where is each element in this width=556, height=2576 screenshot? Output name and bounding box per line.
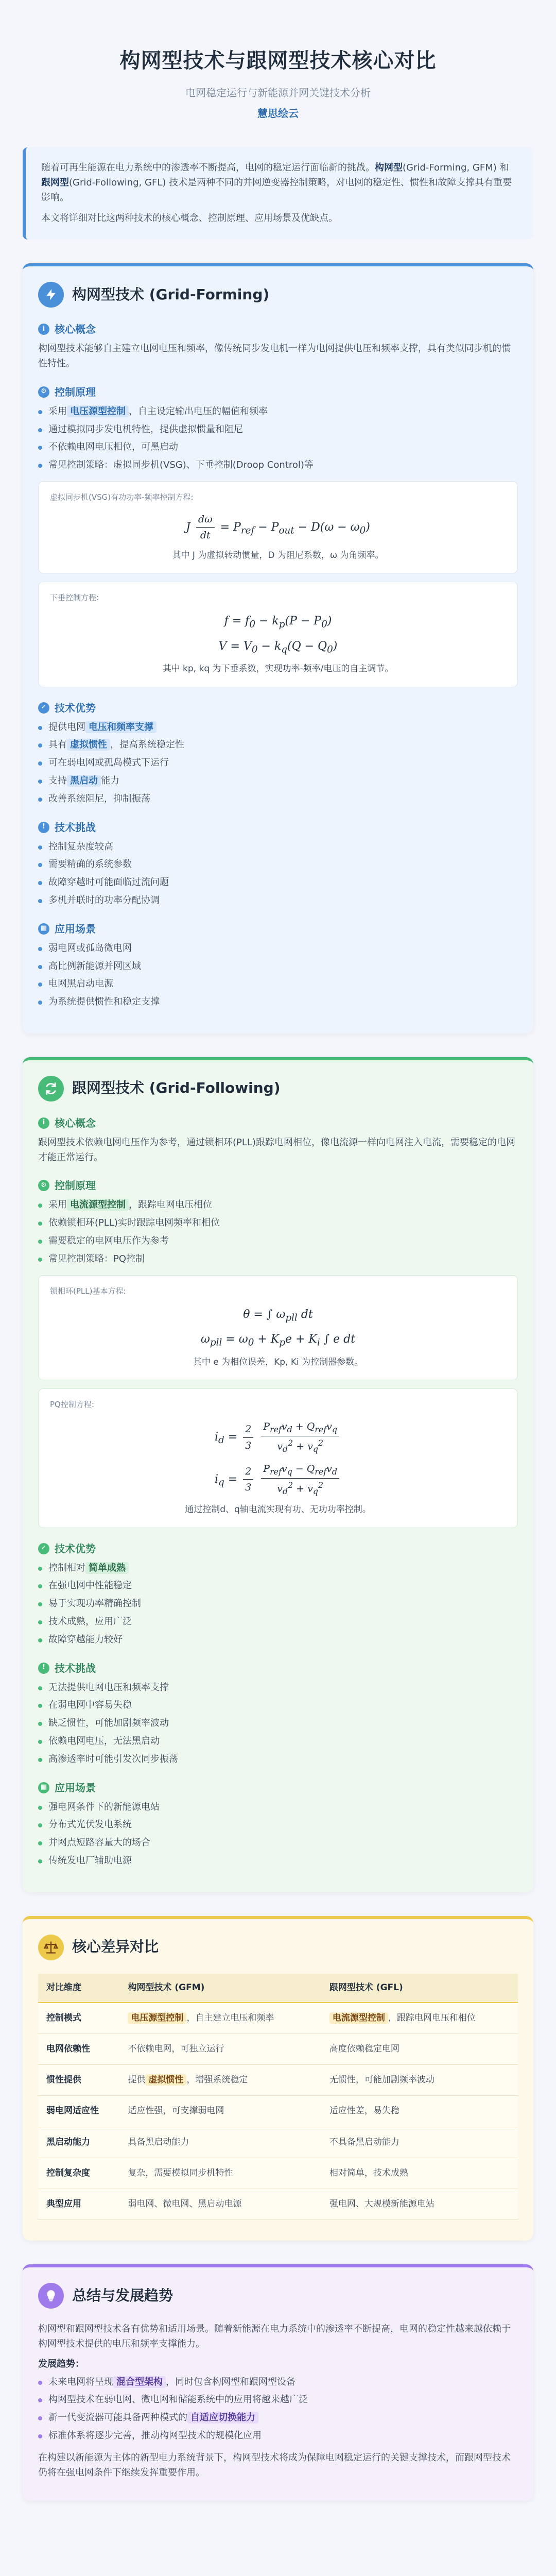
list-item: 高渗透率时可能引发次同步振荡 <box>38 1752 518 1767</box>
grid-icon: ▦ <box>38 923 49 935</box>
gfm-cell: 具备黑启动能力 <box>119 2127 321 2158</box>
list-item <box>38 458 518 473</box>
highlight-term: 自适应切换能力 <box>187 2412 258 2424</box>
gfm-title: 构网型技术 (Grid-Forming) <box>72 285 270 303</box>
gear-icon: ⚙ <box>38 1180 49 1191</box>
column-header: 构网型技术 (GFM) <box>119 1974 321 2003</box>
vsg-equation: J $\frac{d\omega}{dt}$ = $P_{ref} - P_{out} - D(\omega - \omega_0)$ <box>50 512 506 544</box>
heading-text: 控制原理 <box>55 1179 96 1192</box>
list-item-text: 不依赖电网电压相位，可黑启动 <box>48 442 178 453</box>
dimension-cell: 典型应用 <box>38 2189 119 2220</box>
list-item-text: 通过模拟同步发电机特性，提供虚拟惯量和阻尼 <box>48 423 243 435</box>
list-item <box>38 1198 518 1213</box>
comparison-table <box>38 1974 518 2221</box>
gfl-concept-heading <box>38 1115 518 1131</box>
gfm-section <box>23 263 533 1033</box>
comparison-title-row <box>38 1935 518 1960</box>
gfl-pq-formula-box <box>38 1388 518 1528</box>
list-item <box>38 422 518 437</box>
list-item <box>38 774 518 789</box>
list-item <box>38 404 518 419</box>
list-item-text: 在强电网中性能稳定 <box>48 1580 132 1591</box>
comparison-title: 核心差异对比 <box>72 1938 159 1956</box>
gfm-application-list <box>38 941 518 1010</box>
dimension-cell: 弱电网适应性 <box>38 2096 119 2127</box>
pq-equations: $i_d$ = $\frac{2}{3}$ $\frac{P_{ref}v_d + Q_{ref}v_q}{v_d^2 + v_q^2}$ $i_q$ = $\frac{2}{3}$ $\frac{P_{ref}v_q - Q_{ref}v_d}{v_d^2 + v_q^2}$ <box>50 1419 506 1498</box>
gfm-cell: 适应性强，可支撑弱电网 <box>119 2096 321 2127</box>
trend-list <box>38 2375 518 2444</box>
list-item <box>38 1216 518 1231</box>
list-item-text: 易于实现功率精确控制 <box>48 1598 141 1609</box>
heading-text: 控制原理 <box>55 385 96 398</box>
list-item-text: 新一代变流器可能具备两种模式的 <box>48 2412 187 2424</box>
gfm-cell: 电压源型控制 ，自主建立电压和频率 <box>119 2003 321 2034</box>
heading-text: 核心概念 <box>55 1116 96 1129</box>
list-item <box>38 738 518 753</box>
page-subtitle: 电网稳定运行与新能源并网关键技术分析 <box>185 87 371 99</box>
list-item <box>38 1252 518 1267</box>
list-item-text: 能力 <box>101 775 119 786</box>
list-item-text: 故障穿越能力较好 <box>48 1634 123 1645</box>
gfm-cell: 提供 虚拟惯性 ，增强系统稳定 <box>119 2065 321 2096</box>
list-item: 依赖电网电压，无法黑启动 <box>38 1734 518 1749</box>
gfl-cell: 不具备黑启动能力 <box>321 2127 518 2158</box>
list-item: 高比例新能源并网区域 <box>38 959 518 974</box>
list-item-text: 具有 <box>48 739 67 751</box>
list-item-text: 控制相对 <box>48 1562 85 1573</box>
list-item <box>38 2393 518 2408</box>
list-item <box>38 2429 518 2444</box>
heading-text: 核心概念 <box>55 323 96 336</box>
gfm-droop-formula-box <box>38 582 518 687</box>
list-item: 多机并联时的功率分配协调 <box>38 893 518 908</box>
dimension-cell: 电网依赖性 <box>38 2034 119 2065</box>
gfl-principle-list <box>38 1198 518 1266</box>
summary-title-row <box>38 2283 518 2309</box>
gfl-advantage-list <box>38 1561 518 1648</box>
summary-title: 总结与发展趋势 <box>72 2286 173 2304</box>
list-item-text: 提供电网 <box>48 721 85 733</box>
intro-text: 随着可再生能源在电力系统中的渗透率不断提高，电网的稳定运行面临新的挑战。 <box>41 162 375 173</box>
intro-paragraph-2: 本文将详细对比这两种技术的核心概念、控制原理、应用场景及优缺点。 <box>41 213 338 224</box>
page-author: 慧思绘云 <box>257 107 299 120</box>
list-item: 并网点短路容量大的场合 <box>38 1836 518 1851</box>
list-item <box>38 1633 518 1648</box>
dimension-cell: 控制模式 <box>38 2003 119 2034</box>
intro-text: (Grid-Forming, GFM) 和 <box>403 162 509 173</box>
column-header: 跟网型技术 (GFL) <box>321 1974 518 2003</box>
dimension-cell: 黑启动能力 <box>38 2127 119 2158</box>
gfl-cell: 相对简单，技术成熟 <box>321 2158 518 2189</box>
list-item-text: ，跟踪电网电压相位 <box>129 1199 212 1211</box>
list-item: 分布式光伏发电系统 <box>38 1818 518 1833</box>
highlight-term: 电流源型控制 <box>67 1199 129 1211</box>
gear-icon: ⚙ <box>38 386 49 398</box>
balance-icon <box>38 1935 64 1960</box>
gfm-title-row <box>38 282 518 308</box>
highlight-term: 虚拟惯性 <box>67 739 110 751</box>
check-icon: ✓ <box>38 1543 49 1554</box>
intro-gfl-term: 跟网型 <box>41 177 69 188</box>
page-title: 构网型技术与跟网型技术核心对比 <box>119 49 437 73</box>
table-row <box>38 2003 518 2034</box>
gfm-concept-heading <box>38 321 518 337</box>
heading-text: 技术优势 <box>55 701 96 714</box>
heading-text: 技术优势 <box>55 1542 96 1555</box>
gfl-pll-formula-box <box>38 1275 518 1381</box>
warning-icon: ! <box>38 1663 49 1674</box>
formula-note: 其中 e 为相位误差，Kp, Ki 为控制器参数。 <box>193 1357 363 1368</box>
table-row <box>38 2127 518 2158</box>
gfm-vsg-formula-box <box>38 481 518 573</box>
gfl-cell: 强电网、大规模新能源电站 <box>321 2189 518 2220</box>
gfm-cell: 复杂，需要模拟同步机特性 <box>119 2158 321 2189</box>
gfm-application-heading <box>38 921 518 937</box>
grid-icon: ▦ <box>38 1782 49 1793</box>
highlight-term: 电压和频率支撑 <box>85 721 157 733</box>
gfl-title-row <box>38 1076 518 1101</box>
formula-note: 其中 kp, kq 为下垂系数，实现功率-频率/电压的自主调节。 <box>162 664 394 674</box>
list-item-text: 改善系统阻尼，抑制振荡 <box>48 793 150 804</box>
list-item <box>38 2411 518 2426</box>
gfm-challenge-list <box>38 840 518 908</box>
list-item: 无法提供电网电压和频率支撑 <box>38 1681 518 1696</box>
gfl-concept-text: 跟网型技术依赖电网电压作为参考，通过锁相环(PLL)跟踪电网相位，像电流源一样向电网注入电流，需要稳定的电网才能正常运行。 <box>38 1137 515 1163</box>
list-item <box>38 2375 518 2390</box>
summary-paragraph: 构网型和跟网型技术各有优势和适用场景。随着新能源在电力系统中的渗透率不断提高，电网的稳定性越来越依赖于构网型技术提供的电压和频率支撑能力。 <box>38 2324 511 2349</box>
table-row <box>38 2189 518 2220</box>
list-item <box>38 720 518 735</box>
dimension-cell: 控制复杂度 <box>38 2158 119 2189</box>
formula-note: 其中 J 为虚拟转动惯量，D 为阻尼系数，ω 为角频率。 <box>172 550 384 561</box>
list-item-text: ，自主设定输出电压的幅值和频率 <box>129 405 268 417</box>
gfl-title: 跟网型技术 (Grid-Following) <box>72 1079 281 1097</box>
list-item-text: ，同时包含构网型和跟网型设备 <box>166 2376 296 2387</box>
list-item: 电网黑启动电源 <box>38 977 518 992</box>
page-header <box>23 21 533 137</box>
gfl-application-heading <box>38 1780 518 1796</box>
intro-box <box>23 147 533 240</box>
gfm-challenge-heading <box>38 819 518 836</box>
comparison-table-body <box>38 2003 518 2220</box>
highlight-term: 虚拟惯性 <box>145 2074 186 2086</box>
table-row <box>38 2065 518 2096</box>
highlight-term: 黑启动 <box>67 775 101 787</box>
gfl-challenge-heading <box>38 1660 518 1676</box>
list-item-text: 常见控制策略：PQ控制 <box>48 1253 145 1264</box>
gfl-cell: 高度依赖稳定电网 <box>321 2034 518 2065</box>
list-item-text: 标准体系将逐步完善，推动构网型技术的规模化应用 <box>48 2430 262 2441</box>
list-item <box>38 1597 518 1612</box>
info-icon: i <box>38 1117 49 1129</box>
highlight-term: 简单成熟 <box>85 1562 129 1574</box>
heading-text: 技术挑战 <box>55 1662 96 1674</box>
list-item: 为系统提供惯性和稳定支撑 <box>38 995 518 1010</box>
gfl-challenge-list <box>38 1681 518 1767</box>
gfm-principle-heading <box>38 384 518 400</box>
table-row <box>38 2096 518 2127</box>
list-item: 强电网条件下的新能源电站 <box>38 1800 518 1815</box>
list-item: 需要精确的系统参数 <box>38 857 518 872</box>
intro-gfm-term: 构网型 <box>375 162 403 173</box>
gfm-cell: 弱电网、微电网、黑启动电源 <box>119 2189 321 2220</box>
heading-text: 技术挑战 <box>55 821 96 834</box>
highlight-term: 电流源型控制 <box>329 2012 388 2024</box>
sync-icon <box>38 1076 64 1101</box>
list-item <box>38 1579 518 1594</box>
info-icon: i <box>38 324 49 335</box>
gfl-application-list <box>38 1800 518 1869</box>
formula-caption: 锁相环(PLL)基本方程: <box>50 1286 126 1296</box>
list-item: 弱电网或孤岛微电网 <box>38 941 518 956</box>
gfl-section <box>23 1057 533 1892</box>
intro-text: (Grid-Following, GFL) 技术是两种不同的并网逆变器控制策略，对电网的稳定性、惯性和故障支撑具有重要影响。 <box>41 177 512 203</box>
list-item-text: 采用 <box>48 1199 67 1211</box>
gfm-concept-text: 构网型技术能够自主建立电网电压和频率，像传统同步发电机一样为电网提供电压和频率支撑，具有类似同步机的惯性特性。 <box>38 343 511 369</box>
list-item-text: ，提高系统稳定性 <box>110 739 184 751</box>
highlight-term: 电压源型控制 <box>128 2012 186 2024</box>
heading-text: 应用场景 <box>55 1781 96 1794</box>
list-item-text: 可在弱电网或孤岛模式下运行 <box>48 757 169 769</box>
list-item <box>38 1561 518 1576</box>
gfl-principle-heading <box>38 1177 518 1194</box>
gfm-advantage-list <box>38 720 518 807</box>
lightning-icon <box>38 282 64 308</box>
formula-note: 通过控制d、q轴电流实现有功、无功功率控制。 <box>185 1504 371 1515</box>
gfl-cell: 无惯性，可能加剧频率波动 <box>321 2065 518 2096</box>
gfm-principle-list <box>38 404 518 473</box>
list-item-text: 常见控制策略：虚拟同步机(VSG)、下垂控制(Droop Control)等 <box>48 460 314 471</box>
list-item: 在弱电网中容易失稳 <box>38 1698 518 1713</box>
formula-caption: 虚拟同步机(VSG)有功功率-频率控制方程: <box>50 492 194 502</box>
list-item-text: 构网型技术在弱电网、微电网和储能系统中的应用将越来越广泛 <box>48 2394 308 2405</box>
comparison-section <box>23 1916 533 2241</box>
gfm-advantage-heading <box>38 700 518 716</box>
list-item: 传统发电厂辅助电源 <box>38 1854 518 1869</box>
list-item: 缺乏惯性，可能加剧频率波动 <box>38 1716 518 1731</box>
intro-paragraph-1 <box>41 161 518 205</box>
list-item-text: 未来电网将呈现 <box>48 2376 113 2387</box>
summary-section <box>23 2264 533 2501</box>
pll-equations: θ = ∫ $\omega_{pll}$ dt $\omega_{pll} = \omega_0 + K_pe + K_i$ ∫ e dt <box>200 1308 356 1348</box>
highlight-term: 电压源型控制 <box>67 405 129 417</box>
warning-icon: ! <box>38 822 49 833</box>
lightbulb-icon <box>38 2283 64 2309</box>
gfl-cell: 电流源型控制 ，跟踪电网电压和相位 <box>321 2003 518 2034</box>
list-item-text: 需要稳定的电网电压作为参考 <box>48 1235 169 1247</box>
droop-equations: $f = f_0 - k_p(P - P_0)$ $V = V_0 - k_q(Q - Q_0)$ <box>218 614 338 655</box>
table-row <box>38 2034 518 2065</box>
gfm-cell: 不依赖电网，可独立运行 <box>119 2034 321 2065</box>
list-item <box>38 440 518 455</box>
formula-caption: PQ控制方程: <box>50 1400 94 1410</box>
list-item-text: 依赖锁相环(PLL)实时跟踪电网频率和相位 <box>48 1217 220 1229</box>
formula-caption: 下垂控制方程: <box>50 592 99 602</box>
list-item: 控制复杂度较高 <box>38 840 518 855</box>
list-item <box>38 1234 518 1249</box>
check-icon: ✓ <box>38 702 49 714</box>
table-header-row <box>38 1974 518 2003</box>
gfl-advantage-heading <box>38 1540 518 1557</box>
list-item-text: 支持 <box>48 775 67 786</box>
list-item <box>38 756 518 771</box>
list-item <box>38 1615 518 1630</box>
table-row <box>38 2158 518 2189</box>
summary-closing: 在构建以新能源为主体的新型电力系统背景下，构网型技术将成为保障电网稳定运行的关键支撑技术，而跟网型技术仍将在强电网条件下继续发挥重要作用。 <box>38 2452 511 2478</box>
dimension-cell: 惯性提供 <box>38 2065 119 2096</box>
list-item-text: 技术成熟，应用广泛 <box>48 1616 132 1627</box>
gfl-cell: 适应性差，易失稳 <box>321 2096 518 2127</box>
trend-heading: 发展趋势： <box>38 2358 84 2369</box>
column-header: 对比维度 <box>38 1974 119 2003</box>
heading-text: 应用场景 <box>55 922 96 935</box>
list-item: 故障穿越时可能面临过流问题 <box>38 875 518 890</box>
list-item-text: 采用 <box>48 405 67 417</box>
highlight-term: 混合型架构 <box>113 2376 166 2388</box>
list-item <box>38 792 518 807</box>
